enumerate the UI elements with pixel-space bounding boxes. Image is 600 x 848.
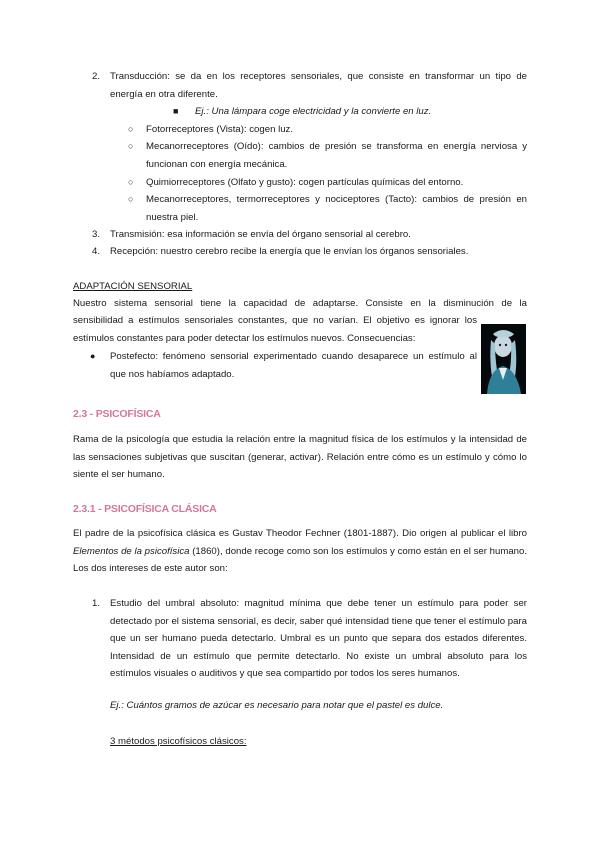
clasica-text-b: (1860), donde recoge como son los estímulos y como están en el ser humano. Los dos intereses de este autor son: (73, 545, 528, 574)
list-number: 3. (92, 229, 101, 240)
list-number: 2. (92, 71, 101, 82)
umbral-example: Ej.: Cuántos gramos de azúcar es necesario para notar que el pastel es dulce. (110, 700, 444, 711)
postefecto-text: Postefecto: fenómeno sensorial experimentado cuando desaparece un estímulo al que nos habíamos adaptado. (110, 351, 477, 380)
section-subheading: ADAPTACIÓN SENSORIAL (73, 281, 193, 292)
adaptacion-line: estímulos constantes para poder detectar los estímulos nuevos. Consecuencias: (73, 333, 416, 344)
psicofisica-text: Rama de la psicología que estudia la relación entre la magnitud física de los estímulos y la intensidad de las sensaciones subjetivas que suscitan (generar, activar). Relación entre cómo es un estímulo y cómo lo siente el ser humano. (73, 434, 527, 480)
list-item: Quimiorreceptores (Olfato y gusto): cogen partículas químicas del entorno. (146, 177, 464, 188)
list-item: Mecanorreceptores, termorreceptores y nociceptores (Tacto): cambios de presión en nuestra piel. (146, 194, 527, 223)
circle-bullet-icon: ○ (128, 124, 134, 134)
transduccion-example: Ej.: Una lámpara coge electricidad y la convierte en luz. (195, 106, 432, 117)
adaptacion-line: Nuestro sistema sensorial tiene la capacidad de adaptarse. Consiste en la disminución de la (73, 298, 527, 309)
umbral-text: Estudio del umbral absoluto: magnitud mínima que debe tener un estímulo para poder ser detectado por el sistema sensorial, es decir, saber qué intensidad tiene que tener el estímulo para que un ser humano pueda detectarlo. Umbral es un punto que separa dos estados diferentes. Intensidad de un estímulo que permite detectarlo. No existe un umbral absoluto para los estímulos visuales o auditivos y que sea compartido por todos los seres humanos. (110, 598, 527, 679)
section-heading: 2.3 - PSICOFÍSICA (73, 408, 161, 420)
recepcion-text: Recepción: nuestro cerebro recibe la energía que le envían los órganos sensoriales. (110, 246, 469, 257)
section-heading: 2.3.1 - PSICOFÍSICA CLÁSICA (73, 503, 217, 515)
book-title: Elementos de la psicofísica (73, 545, 190, 557)
clasica-text-a: El padre de la psicofísica clásica es Gustav Theodor Fechner (1801-1887). Dio origen al publicar el libro (73, 528, 527, 539)
circle-bullet-icon: ○ (128, 141, 134, 151)
dot-bullet-icon: ● (90, 351, 96, 361)
afterimage-portrait-image (481, 324, 526, 394)
clasica-text (73, 525, 527, 578)
list-number: 1. (92, 598, 101, 609)
transmision-text: Transmisión: esa información se envía del órgano sensorial al cerebro. (110, 229, 411, 240)
transduccion-text: Transducción: se da en los receptores sensoriales, que consiste en transformar un tipo de energía en otra diferente. (110, 71, 527, 100)
circle-bullet-icon: ○ (128, 194, 134, 204)
circle-bullet-icon: ○ (128, 177, 134, 187)
methods-heading: 3 métodos psicofísicos clásicos: (110, 736, 247, 747)
list-number: 4. (92, 246, 101, 257)
square-bullet-icon: ■ (173, 106, 179, 116)
adaptacion-line: sensibilidad a estímulos sensoriales constantes, que no varían. El objetivo es ignorar los (73, 315, 477, 326)
list-item: Fotorreceptores (Vista): cogen luz. (146, 124, 293, 135)
list-item: Mecanorreceptores (Oído): cambios de presión se transforma en energía nerviosa y funcionan con energía mecánica. (146, 141, 527, 170)
